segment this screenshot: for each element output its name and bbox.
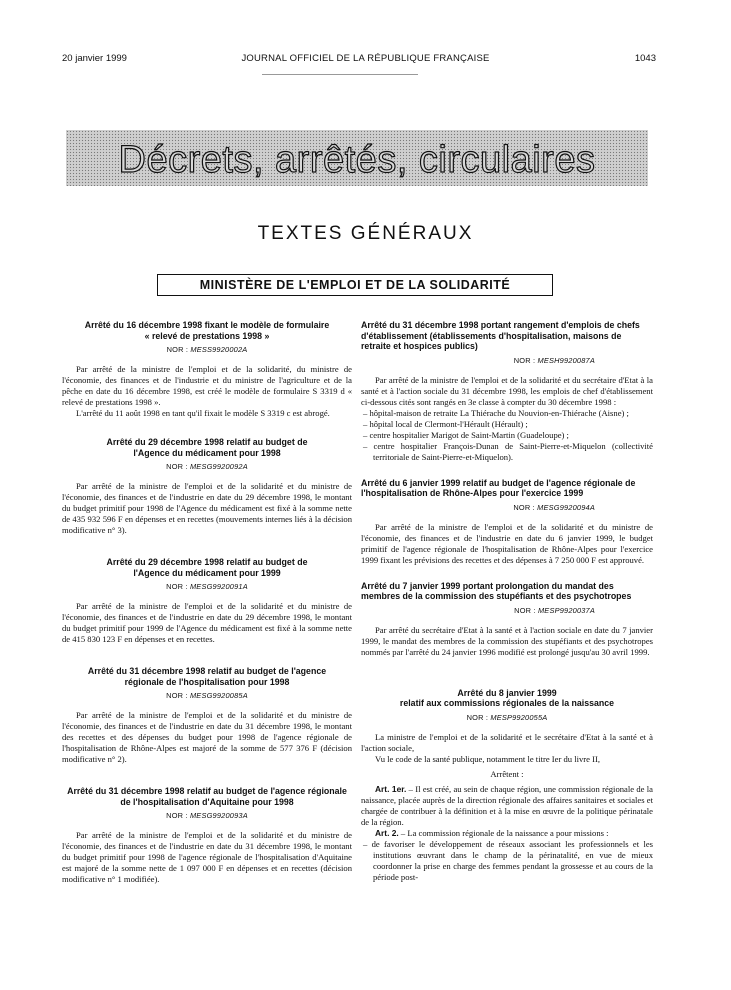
article: [62, 437, 352, 536]
article-paragraph: Par arrêté de la ministre de l'emploi et de la solidarité et du ministre de l'économie, des finances et de l'industrie en date du 6 janvier 1999, le budget primitif de l'agence régionale de l'hospitalisation de Rhône-Alpes pour l'exercice 1999 fixant les prévisions des recettes et des dépenses à 7 250 000 F est approuvé.: [361, 521, 653, 565]
list-item: – hôpital-maison de retraite La Thiérache du Nouvion-en-Thiérache (Aisne) ;: [363, 407, 629, 418]
article-paragraph: Par arrêté du secrétaire d'Etat à la santé et à l'action sociale en date du 7 janvier 1999, le mandat des membres de la commission des stupéfiants et des psychotropes nommés par l'arrêté du 24 janvier 1996 modifié est prolongé jusqu'au 30 avril 1999.: [361, 624, 653, 657]
list-item: – centre hospitalier François-Dunan de Saint-Pierre-et-Miquelon (collectivité territoriale de Saint-Pierre-et-Miquelon).: [363, 440, 653, 462]
arretent-line: Arrêtent :: [490, 768, 524, 779]
missions-list: [361, 839, 653, 883]
left-column: [62, 320, 352, 906]
right-column: [361, 320, 653, 904]
preamble-paragraph: Vu le code de la santé publique, notamment le titre Ier du livre II,: [375, 753, 600, 764]
article-paragraph: Par arrêté de la ministre de l'emploi et de la solidarité et du secrétaire d'Etat à la santé et à l'action sociale du 31 décembre 1998, les emplois de chef d'établissement ci-dessous cités sont rangés en 3e classe à compter du 30 décembre 1998 :: [361, 374, 653, 407]
article: [361, 478, 653, 566]
article: [62, 786, 352, 885]
nor-reference: NOR : MESH9920087A: [513, 355, 595, 365]
nor-reference: NOR : MESG9920092A: [166, 462, 248, 471]
nor-reference: NOR : MESP9920037A: [514, 605, 595, 615]
article: [361, 688, 653, 883]
article-paragraph: Par arrêté de la ministre de l'emploi et de la solidarité, du ministre de l'économie, des finances et de l'industrie et du ministre de l'agriculture et de la pêche en date du 16 décembre 1998, est créé le modèle de formulaire S 3319 d « relevé de prestations 1998 ».: [62, 364, 352, 407]
nor-reference: NOR : MESG9920094A: [513, 502, 595, 512]
article-paragraph: Par arrêté de la ministre de l'emploi et de la solidarité et du ministre de l'économie, des finances et de l'industrie en date du 29 décembre 1998, le montant du budget primitif pour 1999 de l'Agence du médicament est fixé à la somme nette de 415 830 123 F en dépenses et en recettes.: [62, 601, 352, 644]
article-title: Arrêté du 16 décembre 1998 fixant le modèle de formulaire « relevé de prestations 1998 »: [84, 320, 330, 341]
article: [361, 320, 653, 463]
list-item: – hôpital local de Clermont-l'Hérault (Hérault) ;: [363, 418, 528, 429]
nor-reference: NOR : MESP9920055A: [466, 712, 548, 722]
page-number: 1043: [634, 53, 656, 64]
establishment-list: [361, 408, 653, 463]
ministry-box: MINISTÈRE DE L'EMPLOI ET DE LA SOLIDARITÉ: [157, 274, 553, 296]
header-date: 20 janvier 1999: [62, 53, 127, 64]
banner-title: Décrets, arrêtés, circulaires: [118, 139, 596, 181]
list-item: – centre hospitalier Marigot de Saint-Martin (Guadeloupe) ;: [363, 429, 569, 440]
nor-reference: NOR : MESG9920085A: [166, 691, 248, 700]
article: [62, 557, 352, 645]
list-item: – de favoriser le développement de réseaux associant les professionnels et les institutions œuvrant dans le champ de la périnatalité, en vue de mieux coordonner la prise en charge des femmes pendant la grossesse et au cours de la période post-: [363, 838, 653, 882]
article-paragraph: Par arrêté de la ministre de l'emploi et de la solidarité et du ministre de l'économie, des finances et de l'industrie en date du 29 décembre 1998, le montant du budget primitif pour 1998 de l'Agence du médicament est fixé à la somme nette de 435 932 596 F en dépenses et en recettes (mouvements internes liés à la décision modificative n° 3).: [62, 481, 352, 535]
journal-title: JOURNAL OFFICIEL DE LA RÉPUBLIQUE FRANÇAISE: [241, 53, 490, 64]
article-title: Arrêté du 29 décembre 1998 relatif au budget de l'Agence du médicament pour 1999: [106, 557, 308, 578]
article-paragraph: Par arrêté de la ministre de l'emploi et de la solidarité et du ministre de l'économie, des finances et de l'industrie en date du 31 décembre 1998, le montant des recettes et des dépenses du budget pour 1998 de l'agence régionale de l'hospitalisation de Rhône-Alpes est majoré de la somme de 577 376 F (décision modificative n° 2).: [62, 710, 352, 764]
header-rule: [262, 74, 418, 75]
article-title: Arrêté du 31 décembre 1998 portant rangement d'emplois de chefs d'établissement (établissements d'hospitalisation, maisons de retraite et hospices publics): [361, 320, 640, 351]
article-title: Arrêté du 31 décembre 1998 relatif au budget de l'agence régionale de l'hospitalisation pour 1998: [87, 666, 327, 687]
article-1: Art. 1er. – Il est créé, au sein de chaque région, une commission régionale de la naissance, placée auprès de la direction régionale des affaires sanitaires et sociales et chargée de contribuer à la définition et à la mise en œuvre de la politique périnatale de la région.: [361, 783, 653, 827]
article: [361, 581, 653, 658]
article-title: Arrêté du 31 décembre 1998 relatif au budget de l'agence régionale de l'hospitalisation d'Aquitaine pour 1998: [67, 786, 347, 807]
article-title: Arrêté du 29 décembre 1998 relatif au budget de l'Agence du médicament pour 1998: [106, 437, 308, 458]
nor-reference: NOR : MESG9920093A: [166, 811, 248, 820]
article-title: Arrêté du 6 janvier 1999 relatif au budget de l'agence régionale de l'hospitalisation de Rhône-Alpes pour l'exercice 1999: [361, 477, 636, 498]
nor-reference: NOR : MESS9920002A: [166, 345, 248, 354]
article-paragraph: L'arrêté du 11 août 1998 en tant qu'il fixait le modèle S 3319 c est abrogé.: [76, 408, 330, 418]
article-subtitle: relatif aux commissions régionales de la naissance: [399, 698, 615, 708]
section-title: TEXTES GÉNÉRAUX: [257, 223, 474, 244]
nor-reference: NOR : MESG9920091A: [166, 582, 248, 591]
article-title: Arrêté du 7 janvier 1999 portant prolongation du mandat des membres de la commission des stupéfiants et des psychotropes: [361, 580, 632, 601]
article-title: Arrêté du 8 janvier 1999: [457, 687, 557, 698]
article-2: Art. 2. – La commission régionale de la naissance a pour missions :: [375, 827, 609, 838]
article: [62, 666, 352, 765]
article: [62, 320, 352, 419]
preamble-paragraph: La ministre de l'emploi et de la solidarité et le secrétaire d'Etat à la santé et à l'action sociale,: [361, 731, 653, 753]
article-paragraph: Par arrêté de la ministre de l'emploi et de la solidarité et du ministre de l'économie, des finances et de l'industrie en date du 31 décembre 1998, le montant du budget primitif pour 1998 de l'agence régionale de l'hospitalisation d'Aquitaine est majoré de la somme nette de 1 097 000 F en dépenses et en recettes (décision modificative n° 1 modifiée).: [62, 830, 352, 884]
